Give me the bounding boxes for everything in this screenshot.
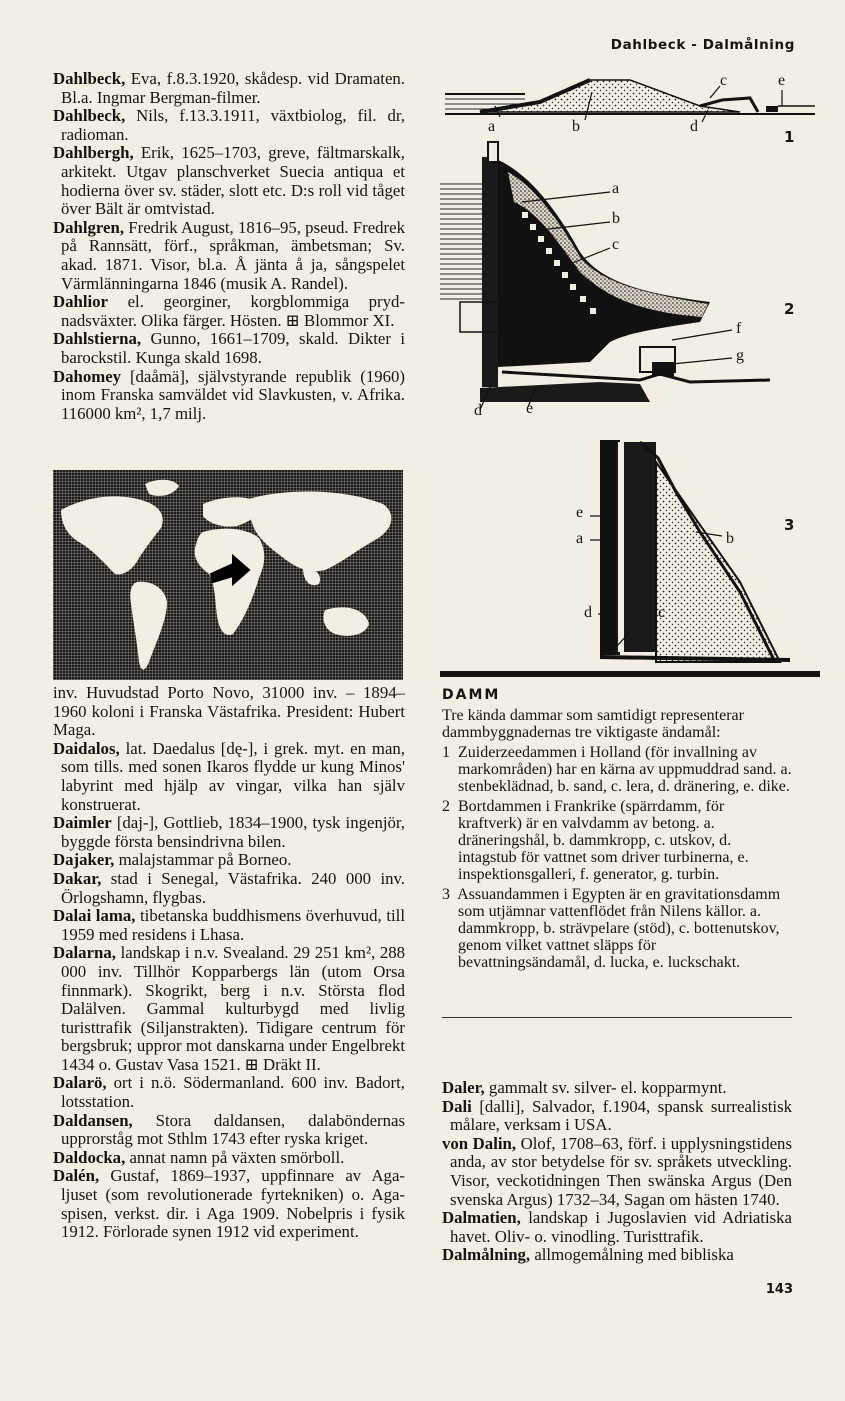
section-rule [440, 671, 820, 677]
figure-number: 3 [784, 516, 795, 534]
entry: Daimler [daj-], Gottlieb, 1834–1900, tysk ingenjör, byggde första bensindrivna bilen. [53, 813, 405, 851]
figure-label: d [690, 118, 698, 135]
entry: Dahlior el. georginer, korgblommiga pryd-nadsväxter. Olika färger. Hösten. ⊞ Blommor XI. [53, 292, 405, 330]
figure-label: e [576, 504, 584, 521]
entry: Dahlstierna, Gunno, 1661–1709, skald. Dikter i barockstil. Kunga skald 1698. [53, 329, 405, 367]
entry: Daldansen, Stora daldansen, dalaböndernas upprorståg mot Sthlm 1743 efter ryska kriget. [53, 1110, 405, 1149]
figure-label: b [612, 210, 620, 227]
entry: Dahlgren, Fredrik August, 1816–95, pseud. Fredrek på Rannsätt, förf., språkman, ämbetsman; Sv. akad. 1871. Visor, bl.a. Å jänta å ja, sångspelet Värmlänningarna 1846 (musik A. Randel). [53, 217, 405, 293]
entry: Daldocka, annat namn på växten smörboll. [53, 1147, 345, 1167]
entry: inv. Huvudstad Porto Novo, 31000 inv. – 1894–1960 koloni i Franska Västafrika. President: Hubert Maga. [53, 683, 405, 740]
figure-label: e [526, 400, 534, 417]
dam-illustrations [440, 62, 820, 667]
damm-item: 3 Assuandammen i Egypten är en gravitationsdamm som utjämnar vattenflödet från Nilens källor. a. dammkropp, b. strävpelare (stöd), c. bottenutskov, genom vilket vattnet släpps för bevattningsändamål, d. lucka, e. luckschakt. [442, 886, 781, 971]
figure-label: c [612, 236, 620, 253]
entry: Dahlbeck, Eva, f.8.3.1920, skådesp. vid Dramaten. Bl.a. Ingmar Bergman-filmer. [53, 69, 405, 107]
figure-1-embankment [445, 80, 815, 122]
damm-intro: Tre kända dammar som samtidigt representerar dammbyggnadernas tre viktigaste ändamål: [442, 707, 744, 741]
figure-number: 2 [784, 300, 795, 318]
figure-2-arch-dam [440, 142, 770, 410]
damm-item: 2 Bortdammen i Frankrike (spärrdamm, för kraftverk) är en valvdamm av betong. a. dräneringshål, b. dammkropp, c. utskov, d. intagstub för vattnet som driver turbinerna, e. inspektionsgalleri, f. generator, g. turbin. [442, 798, 749, 883]
entry: Dalarö, ort i n.ö. Södermanland. 600 inv. Badort, lotsstation. [53, 1073, 405, 1112]
entry: Dahlbeck, Nils, f.13.3.1911, växtbiolog, fil. dr, radioman. [53, 106, 405, 144]
figure-label: b [726, 530, 734, 547]
figure-number: 1 [784, 128, 795, 146]
entry: Dahomey [daåmä], självstyrande republik (1960) inom Franska samväldet vid Slavkusten, v. Afrika. 116000 km², 1,7 milj. [53, 366, 405, 423]
entry: Dali [dalli], Salvador, f.1904, spansk surrealistisk målare, verksam i USA. [442, 1096, 792, 1135]
figure-label: f [736, 320, 742, 337]
figure-label: a [612, 180, 620, 197]
entry: Dalarna, landskap i n.v. Svealand. 29 251 km², 288 000 inv. Tillhör Kopparbergs län (utom Orsa finnmark). Skogrikt, berg i n.v. Största flod Dalälven. Gammal kulturbygd med livlig turisttrafik (Siljanstrakten). Tidigare centrum för bergsbruk; uppror mot danskarna under Engelbrekt 1434 o. Gustav Vasa 1521. ⊞ Dräkt II. [53, 943, 405, 1074]
entry: Dakar, stad i Senegal, Västafrika. 240 000 inv. Örlogshamn, flygbas. [53, 868, 405, 907]
entry: Daidalos, lat. Daedalus [dę-], i grek. myt. en man, som tills. med sonen Ikaros flydde ur kung Minos' labyrint med hjälp av vingar, vilka han själv konstruerat. [53, 738, 405, 814]
page-number: 143 [765, 1282, 793, 1297]
damm-caption [442, 687, 792, 974]
figure-label: e [778, 72, 786, 89]
figure-label: c [720, 72, 728, 89]
damm-item: 1 Zuiderzeedammen i Holland (för invallning av markområden) har en kärna av uppmuddrad sand. a. stenbeklädnad, b. sand, c. lera, d. dränering, e. dike. [442, 744, 792, 795]
entry: von Dalin, Olof, 1708–63, förf. i upplysningstidens anda, av stor betydelse för sv. språkets utveckling. Visor, veckotidningen Then swänska Argus (Den svenska Argus) 1732–34, Sagan om hästen 1740. [442, 1133, 792, 1209]
entry: Dalai lama, tibetanska buddhismens överhuvud, till 1959 med residens i Lhasa. [53, 906, 405, 944]
right-column-bottom [442, 1079, 792, 1265]
figure-label: c [658, 604, 666, 621]
left-column-top [53, 70, 405, 423]
entry: Dahlbergh, Erik, 1625–1703, greve, fältmarskalk, arkitekt. Utgav planschverket Suecia antiqua et hodierna över sv. städer, slott etc. D:s roll vid tåget över Bält är omtvistad. [53, 143, 405, 219]
dam-diagrams [440, 62, 820, 667]
entry: Dalén, Gustaf, 1869–1937, uppfinnare av Aga-ljuset (som revolutionerade fyrtekniken) o. Aga-spisen, verkst. dir. i Aga 1909. Nobelpris i fysik 1912. Förlorade synen 1912 vid experiment. [53, 1166, 405, 1242]
world-map-continents [53, 470, 403, 680]
entry: Daler, gammalt sv. silver- el. kopparmynt. [442, 1078, 727, 1097]
damm-title: DAMM [442, 687, 501, 703]
figure-label: d [474, 402, 482, 419]
figure-label: a [576, 530, 584, 547]
figure-label: a [488, 118, 496, 135]
figure-label: d [584, 604, 592, 621]
entry: Dalmålning, allmogemålning med bibliska [442, 1245, 734, 1265]
figure-3-gravity-dam [590, 440, 790, 662]
entry: Dalmatien, landskap i Jugoslavien vid Adriatiska havet. Oliv- o. vinodling. Turisttrafik. [442, 1208, 792, 1246]
caption-divider [442, 1017, 792, 1018]
entry: Dajaker, malajstammar på Borneo. [53, 850, 292, 870]
figure-label: g [736, 347, 744, 364]
running-header: Dahlbeck - Dalmålning [610, 37, 795, 53]
left-column-bottom [53, 684, 405, 1242]
figure-label: b [572, 118, 580, 135]
world-map [53, 470, 403, 680]
